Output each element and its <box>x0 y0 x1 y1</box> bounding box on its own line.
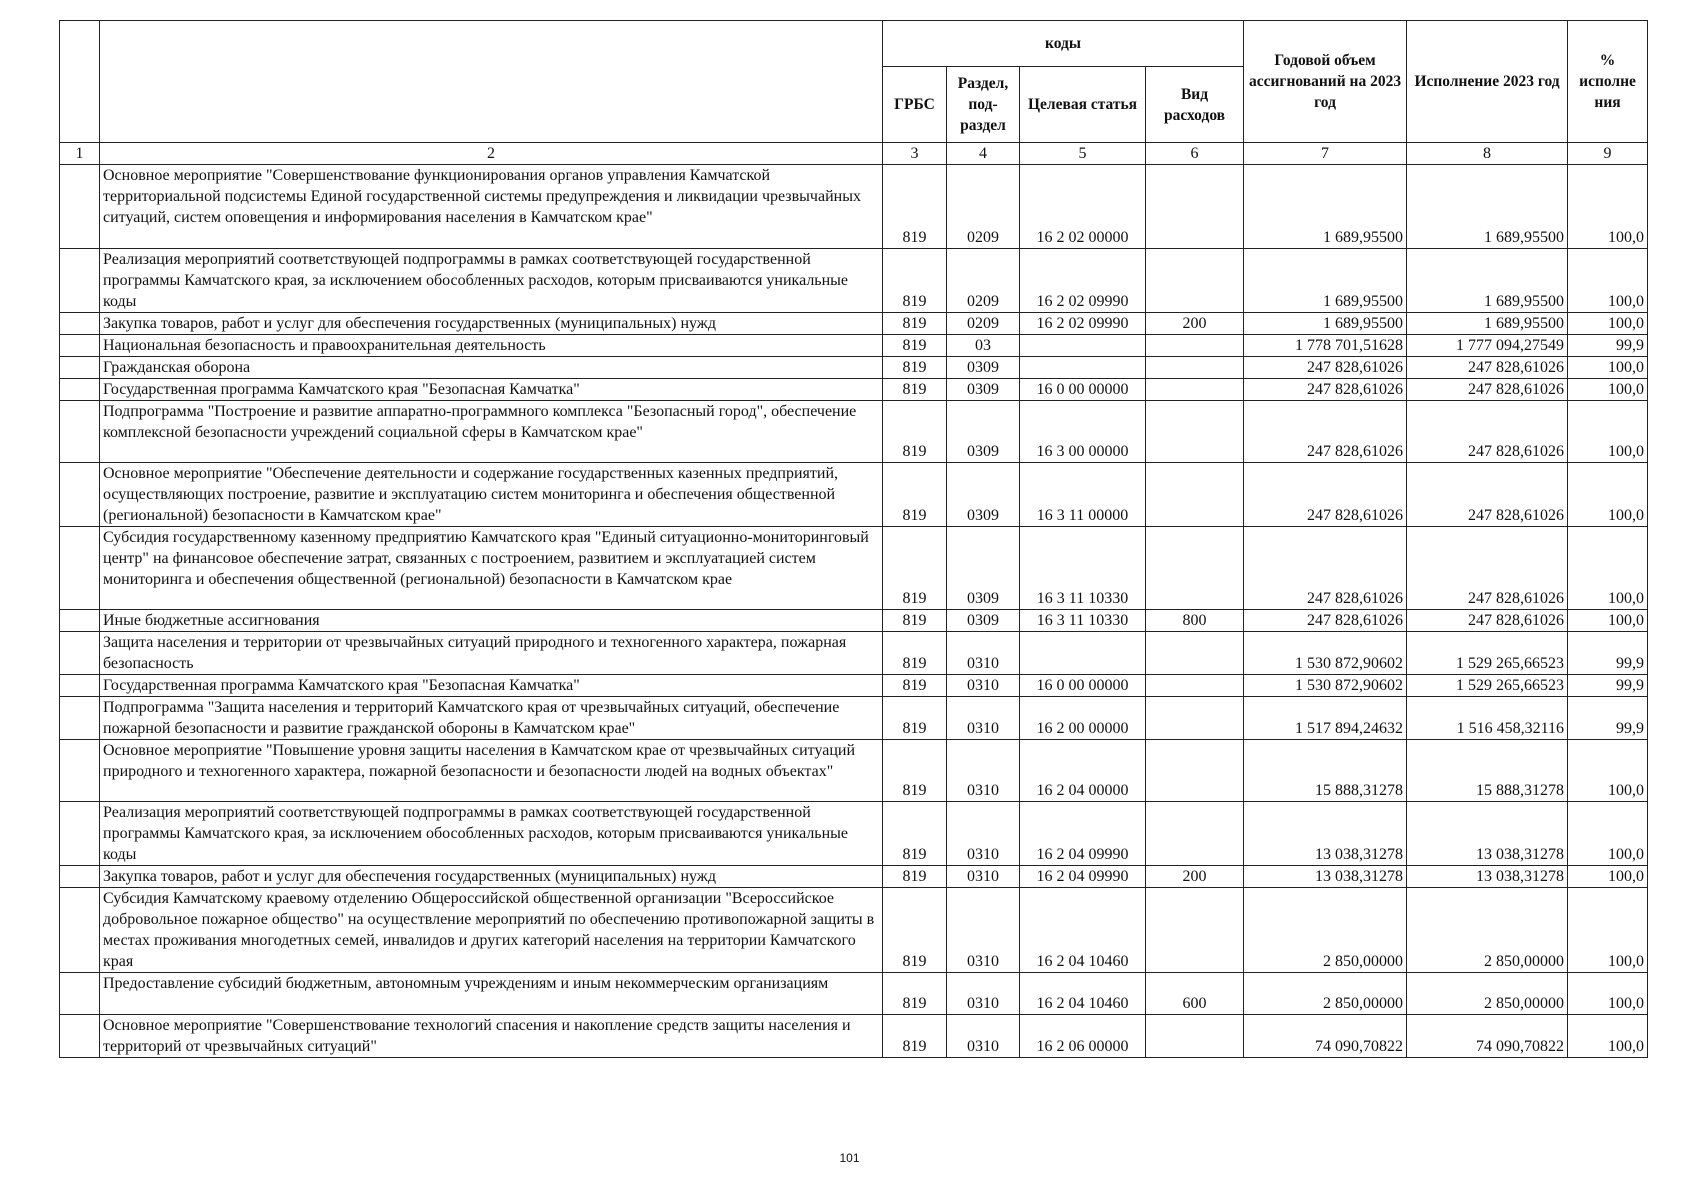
row-execution: 1 689,95500 <box>1407 165 1568 249</box>
row-index-cell <box>60 973 100 1015</box>
row-execution: 247 828,61026 <box>1407 357 1568 379</box>
row-razdel: 03 <box>947 335 1020 357</box>
row-target-article: 16 2 04 10460 <box>1020 888 1146 973</box>
row-target-article: 16 2 06 00000 <box>1020 1015 1146 1058</box>
row-expense-type <box>1146 888 1244 973</box>
row-razdel: 0309 <box>947 463 1020 527</box>
row-name: Защита населения и территории от чрезвычайных ситуаций природного и техногенного характера, пожарная безопасность <box>100 632 883 675</box>
row-annual-allocation: 247 828,61026 <box>1244 610 1407 632</box>
row-annual-allocation: 247 828,61026 <box>1244 401 1407 463</box>
row-execution: 247 828,61026 <box>1407 401 1568 463</box>
header-target: Целевая статья <box>1020 67 1146 143</box>
header-razdel: Раздел, под-раздел <box>947 67 1020 143</box>
row-annual-allocation: 1 530 872,90602 <box>1244 632 1407 675</box>
row-expense-type <box>1146 802 1244 866</box>
page-number: 101 <box>839 1151 860 1165</box>
row-expense-type: 600 <box>1146 973 1244 1015</box>
row-execution: 13 038,31278 <box>1407 866 1568 888</box>
row-annual-allocation: 247 828,61026 <box>1244 379 1407 401</box>
budget-table <box>59 20 1648 1058</box>
row-grbs: 819 <box>883 610 947 632</box>
row-expense-type <box>1146 675 1244 697</box>
table-header <box>60 21 1648 165</box>
row-percent: 100,0 <box>1568 740 1648 802</box>
row-annual-allocation: 1 530 872,90602 <box>1244 675 1407 697</box>
row-name: Реализация мероприятий соответствующей подпрограммы в рамках соответствующей государственной программы Камчатского края, за исключением обособленных расходов, которым присваиваются уникальные коды <box>100 249 883 313</box>
row-index-cell <box>60 249 100 313</box>
row-annual-allocation: 74 090,70822 <box>1244 1015 1407 1058</box>
table-row <box>60 697 1648 740</box>
header-vid: Вид расходов <box>1146 67 1244 143</box>
row-name: Гражданская оборона <box>100 357 883 379</box>
table-row <box>60 335 1648 357</box>
row-execution: 247 828,61026 <box>1407 379 1568 401</box>
row-grbs: 819 <box>883 165 947 249</box>
row-execution: 247 828,61026 <box>1407 610 1568 632</box>
row-target-article: 16 2 04 09990 <box>1020 802 1146 866</box>
row-percent: 100,0 <box>1568 610 1648 632</box>
row-grbs: 819 <box>883 401 947 463</box>
row-grbs: 819 <box>883 463 947 527</box>
row-razdel: 0209 <box>947 313 1020 335</box>
row-expense-type <box>1146 632 1244 675</box>
row-target-article: 16 2 04 09990 <box>1020 866 1146 888</box>
row-target-article: 16 0 00 00000 <box>1020 675 1146 697</box>
row-name: Основное мероприятие "Обеспечение деятельности и содержание государственных казенных предприятий, осуществляющих построение, развитие и эксплуатацию систем мониторинга и обеспечения общественной (региональной) безопасности в Камчатском крае" <box>100 463 883 527</box>
col-number: 9 <box>1568 143 1648 165</box>
row-grbs: 819 <box>883 802 947 866</box>
row-percent: 100,0 <box>1568 973 1648 1015</box>
table-body <box>60 165 1648 1058</box>
row-name: Закупка товаров, работ и услуг для обеспечения государственных (муниципальных) нужд <box>100 866 883 888</box>
table-row <box>60 610 1648 632</box>
row-index-cell <box>60 463 100 527</box>
header-annual: Годовой объем ассигнований на 2023 год <box>1244 21 1407 143</box>
row-annual-allocation: 15 888,31278 <box>1244 740 1407 802</box>
row-expense-type <box>1146 463 1244 527</box>
col-number: 7 <box>1244 143 1407 165</box>
table-row <box>60 527 1648 610</box>
row-execution: 2 850,00000 <box>1407 973 1568 1015</box>
header-grbs: ГРБС <box>883 67 947 143</box>
row-percent: 100,0 <box>1568 802 1648 866</box>
col-number: 6 <box>1146 143 1244 165</box>
row-index-cell <box>60 632 100 675</box>
col-number: 5 <box>1020 143 1146 165</box>
row-expense-type <box>1146 740 1244 802</box>
col-number: 4 <box>947 143 1020 165</box>
row-name: Национальная безопасность и правоохранительная деятельность <box>100 335 883 357</box>
row-target-article <box>1020 357 1146 379</box>
row-razdel: 0310 <box>947 675 1020 697</box>
row-grbs: 819 <box>883 379 947 401</box>
row-execution: 247 828,61026 <box>1407 463 1568 527</box>
row-name: Основное мероприятие "Совершенствование функционирования органов управления Камчатской территориальной подсистемы Единой государственной системы предупреждения и ликвидации чрезвычайных ситуаций, систем оповещения и информирования населения в Камчатском крае" <box>100 165 883 249</box>
row-target-article <box>1020 632 1146 675</box>
table-row <box>60 632 1648 675</box>
row-target-article: 16 2 00 00000 <box>1020 697 1146 740</box>
row-expense-type <box>1146 249 1244 313</box>
row-annual-allocation: 247 828,61026 <box>1244 357 1407 379</box>
row-expense-type <box>1146 1015 1244 1058</box>
table-row <box>60 1015 1648 1058</box>
row-target-article: 16 3 00 00000 <box>1020 401 1146 463</box>
row-target-article: 16 2 02 09990 <box>1020 249 1146 313</box>
header-exec: Исполнение 2023 год <box>1407 21 1568 143</box>
row-execution: 1 529 265,66523 <box>1407 632 1568 675</box>
row-annual-allocation: 1 689,95500 <box>1244 165 1407 249</box>
header-percent: % исполне ния <box>1568 21 1648 143</box>
table-row <box>60 802 1648 866</box>
row-index-cell <box>60 527 100 610</box>
row-index-cell <box>60 357 100 379</box>
row-percent: 99,9 <box>1568 697 1648 740</box>
row-grbs: 819 <box>883 249 947 313</box>
row-index-cell <box>60 740 100 802</box>
table-row <box>60 888 1648 973</box>
table-row <box>60 379 1648 401</box>
row-razdel: 0310 <box>947 973 1020 1015</box>
row-target-article: 16 3 11 10330 <box>1020 610 1146 632</box>
row-expense-type <box>1146 401 1244 463</box>
row-percent: 100,0 <box>1568 357 1648 379</box>
row-annual-allocation: 1 689,95500 <box>1244 249 1407 313</box>
row-name: Государственная программа Камчатского края "Безопасная Камчатка" <box>100 675 883 697</box>
table-row <box>60 357 1648 379</box>
row-index-cell <box>60 1015 100 1058</box>
row-index-cell <box>60 379 100 401</box>
row-percent: 100,0 <box>1568 463 1648 527</box>
row-percent: 99,9 <box>1568 335 1648 357</box>
table-row <box>60 249 1648 313</box>
row-index-cell <box>60 335 100 357</box>
row-razdel: 0310 <box>947 697 1020 740</box>
row-name: Субсидия Камчатскому краевому отделению Общероссийской общественной организации "Всероссийское добровольное пожарное общество" на осуществление мероприятий по обеспечению противопожарной защиты в местах проживания многодетных семей, инвалидов и других категорий населения на территории Камчатского края <box>100 888 883 973</box>
row-percent: 100,0 <box>1568 165 1648 249</box>
row-name: Основное мероприятие "Совершенствование технологий спасения и накопление средств защиты населения и территорий от чрезвычайных ситуаций" <box>100 1015 883 1058</box>
row-execution: 74 090,70822 <box>1407 1015 1568 1058</box>
row-annual-allocation: 1 689,95500 <box>1244 313 1407 335</box>
row-index-cell <box>60 313 100 335</box>
row-grbs: 819 <box>883 632 947 675</box>
row-percent: 100,0 <box>1568 888 1648 973</box>
table-row <box>60 866 1648 888</box>
row-percent: 100,0 <box>1568 249 1648 313</box>
row-grbs: 819 <box>883 527 947 610</box>
header-codes: коды <box>883 21 1244 67</box>
row-execution: 1 516 458,32116 <box>1407 697 1568 740</box>
row-percent: 100,0 <box>1568 379 1648 401</box>
row-name: Государственная программа Камчатского края "Безопасная Камчатка" <box>100 379 883 401</box>
row-annual-allocation: 2 850,00000 <box>1244 973 1407 1015</box>
row-target-article: 16 2 02 09990 <box>1020 313 1146 335</box>
row-annual-allocation: 2 850,00000 <box>1244 888 1407 973</box>
col-number: 3 <box>883 143 947 165</box>
row-razdel: 0309 <box>947 379 1020 401</box>
row-razdel: 0209 <box>947 249 1020 313</box>
row-razdel: 0309 <box>947 357 1020 379</box>
col-number: 2 <box>100 143 883 165</box>
row-razdel: 0310 <box>947 888 1020 973</box>
row-annual-allocation: 247 828,61026 <box>1244 463 1407 527</box>
row-execution: 1 689,95500 <box>1407 313 1568 335</box>
row-grbs: 819 <box>883 697 947 740</box>
row-name: Основное мероприятие "Повышение уровня защиты населения в Камчатском крае от чрезвычайных ситуаций природного и техногенного характера, пожарной безопасности и безопасности людей на водных объектах" <box>100 740 883 802</box>
row-index-cell <box>60 165 100 249</box>
row-target-article: 16 3 11 00000 <box>1020 463 1146 527</box>
row-execution: 15 888,31278 <box>1407 740 1568 802</box>
row-grbs: 819 <box>883 357 947 379</box>
row-index-cell <box>60 802 100 866</box>
row-percent: 100,0 <box>1568 313 1648 335</box>
row-grbs: 819 <box>883 313 947 335</box>
row-razdel: 0310 <box>947 802 1020 866</box>
row-name: Предоставление субсидий бюджетным, автономным учреждениям и иным некоммерческим организациям <box>100 973 883 1015</box>
row-grbs: 819 <box>883 335 947 357</box>
row-razdel: 0310 <box>947 866 1020 888</box>
row-razdel: 0310 <box>947 632 1020 675</box>
row-razdel: 0309 <box>947 401 1020 463</box>
row-target-article <box>1020 335 1146 357</box>
row-percent: 100,0 <box>1568 1015 1648 1058</box>
col-number: 1 <box>60 143 100 165</box>
row-target-article: 16 3 11 10330 <box>1020 527 1146 610</box>
row-grbs: 819 <box>883 740 947 802</box>
row-expense-type <box>1146 165 1244 249</box>
row-expense-type: 200 <box>1146 313 1244 335</box>
row-percent: 99,9 <box>1568 632 1648 675</box>
row-grbs: 819 <box>883 675 947 697</box>
row-grbs: 819 <box>883 888 947 973</box>
column-number-row <box>60 143 1648 165</box>
row-expense-type <box>1146 527 1244 610</box>
row-expense-type <box>1146 335 1244 357</box>
row-name: Реализация мероприятий соответствующей подпрограммы в рамках соответствующей государственной программы Камчатского края, за исключением обособленных расходов, которым присваиваются уникальные коды <box>100 802 883 866</box>
row-expense-type <box>1146 357 1244 379</box>
row-index-cell <box>60 866 100 888</box>
row-percent: 99,9 <box>1568 675 1648 697</box>
row-razdel: 0309 <box>947 610 1020 632</box>
row-percent: 100,0 <box>1568 866 1648 888</box>
row-annual-allocation: 1 778 701,51628 <box>1244 335 1407 357</box>
row-index-cell <box>60 697 100 740</box>
row-execution: 247 828,61026 <box>1407 527 1568 610</box>
row-index-cell <box>60 675 100 697</box>
row-execution: 2 850,00000 <box>1407 888 1568 973</box>
row-name: Подпрограмма "Построение и развитие аппаратно-программного комплекса "Безопасный город", обеспечение комплексной безопасности учреждений социальной сферы в Камчатском крае" <box>100 401 883 463</box>
row-expense-type <box>1146 697 1244 740</box>
table-row <box>60 401 1648 463</box>
row-expense-type: 200 <box>1146 866 1244 888</box>
row-execution: 1 689,95500 <box>1407 249 1568 313</box>
row-target-article: 16 2 04 00000 <box>1020 740 1146 802</box>
row-name: Закупка товаров, работ и услуг для обеспечения государственных (муниципальных) нужд <box>100 313 883 335</box>
table-row <box>60 740 1648 802</box>
row-target-article: 16 0 00 00000 <box>1020 379 1146 401</box>
row-annual-allocation: 13 038,31278 <box>1244 802 1407 866</box>
row-target-article: 16 2 02 00000 <box>1020 165 1146 249</box>
row-index-cell <box>60 888 100 973</box>
row-name: Иные бюджетные ассигнования <box>100 610 883 632</box>
row-execution: 13 038,31278 <box>1407 802 1568 866</box>
row-index-cell <box>60 610 100 632</box>
row-expense-type <box>1146 379 1244 401</box>
row-grbs: 819 <box>883 1015 947 1058</box>
header-blank-1 <box>60 21 100 143</box>
row-execution: 1 529 265,66523 <box>1407 675 1568 697</box>
row-razdel: 0310 <box>947 740 1020 802</box>
row-grbs: 819 <box>883 866 947 888</box>
table-row <box>60 463 1648 527</box>
table-row <box>60 165 1648 249</box>
table-row <box>60 675 1648 697</box>
table-row <box>60 973 1648 1015</box>
table-row <box>60 313 1648 335</box>
row-grbs: 819 <box>883 973 947 1015</box>
header-blank-2 <box>100 21 883 143</box>
row-name: Субсидия государственному казенному предприятию Камчатского края "Единый ситуационно-мониторинговый центр" на финансовое обеспечение затрат, связанных с построением, развитием и эксплуатацией систем мониторинга и обеспечения общественной (региональной) безопасности в Камчатском крае <box>100 527 883 610</box>
row-razdel: 0309 <box>947 527 1020 610</box>
row-razdel: 0310 <box>947 1015 1020 1058</box>
row-annual-allocation: 1 517 894,24632 <box>1244 697 1407 740</box>
row-razdel: 0209 <box>947 165 1020 249</box>
col-number: 8 <box>1407 143 1568 165</box>
row-index-cell <box>60 401 100 463</box>
row-name: Подпрограмма "Защита населения и территорий Камчатского края от чрезвычайных ситуаций, обеспечение пожарной безопасности и развитие гражданской обороны в Камчатском крае" <box>100 697 883 740</box>
row-annual-allocation: 13 038,31278 <box>1244 866 1407 888</box>
row-percent: 100,0 <box>1568 401 1648 463</box>
row-execution: 1 777 094,27549 <box>1407 335 1568 357</box>
row-expense-type: 800 <box>1146 610 1244 632</box>
row-annual-allocation: 247 828,61026 <box>1244 527 1407 610</box>
row-percent: 100,0 <box>1568 527 1648 610</box>
row-target-article: 16 2 04 10460 <box>1020 973 1146 1015</box>
